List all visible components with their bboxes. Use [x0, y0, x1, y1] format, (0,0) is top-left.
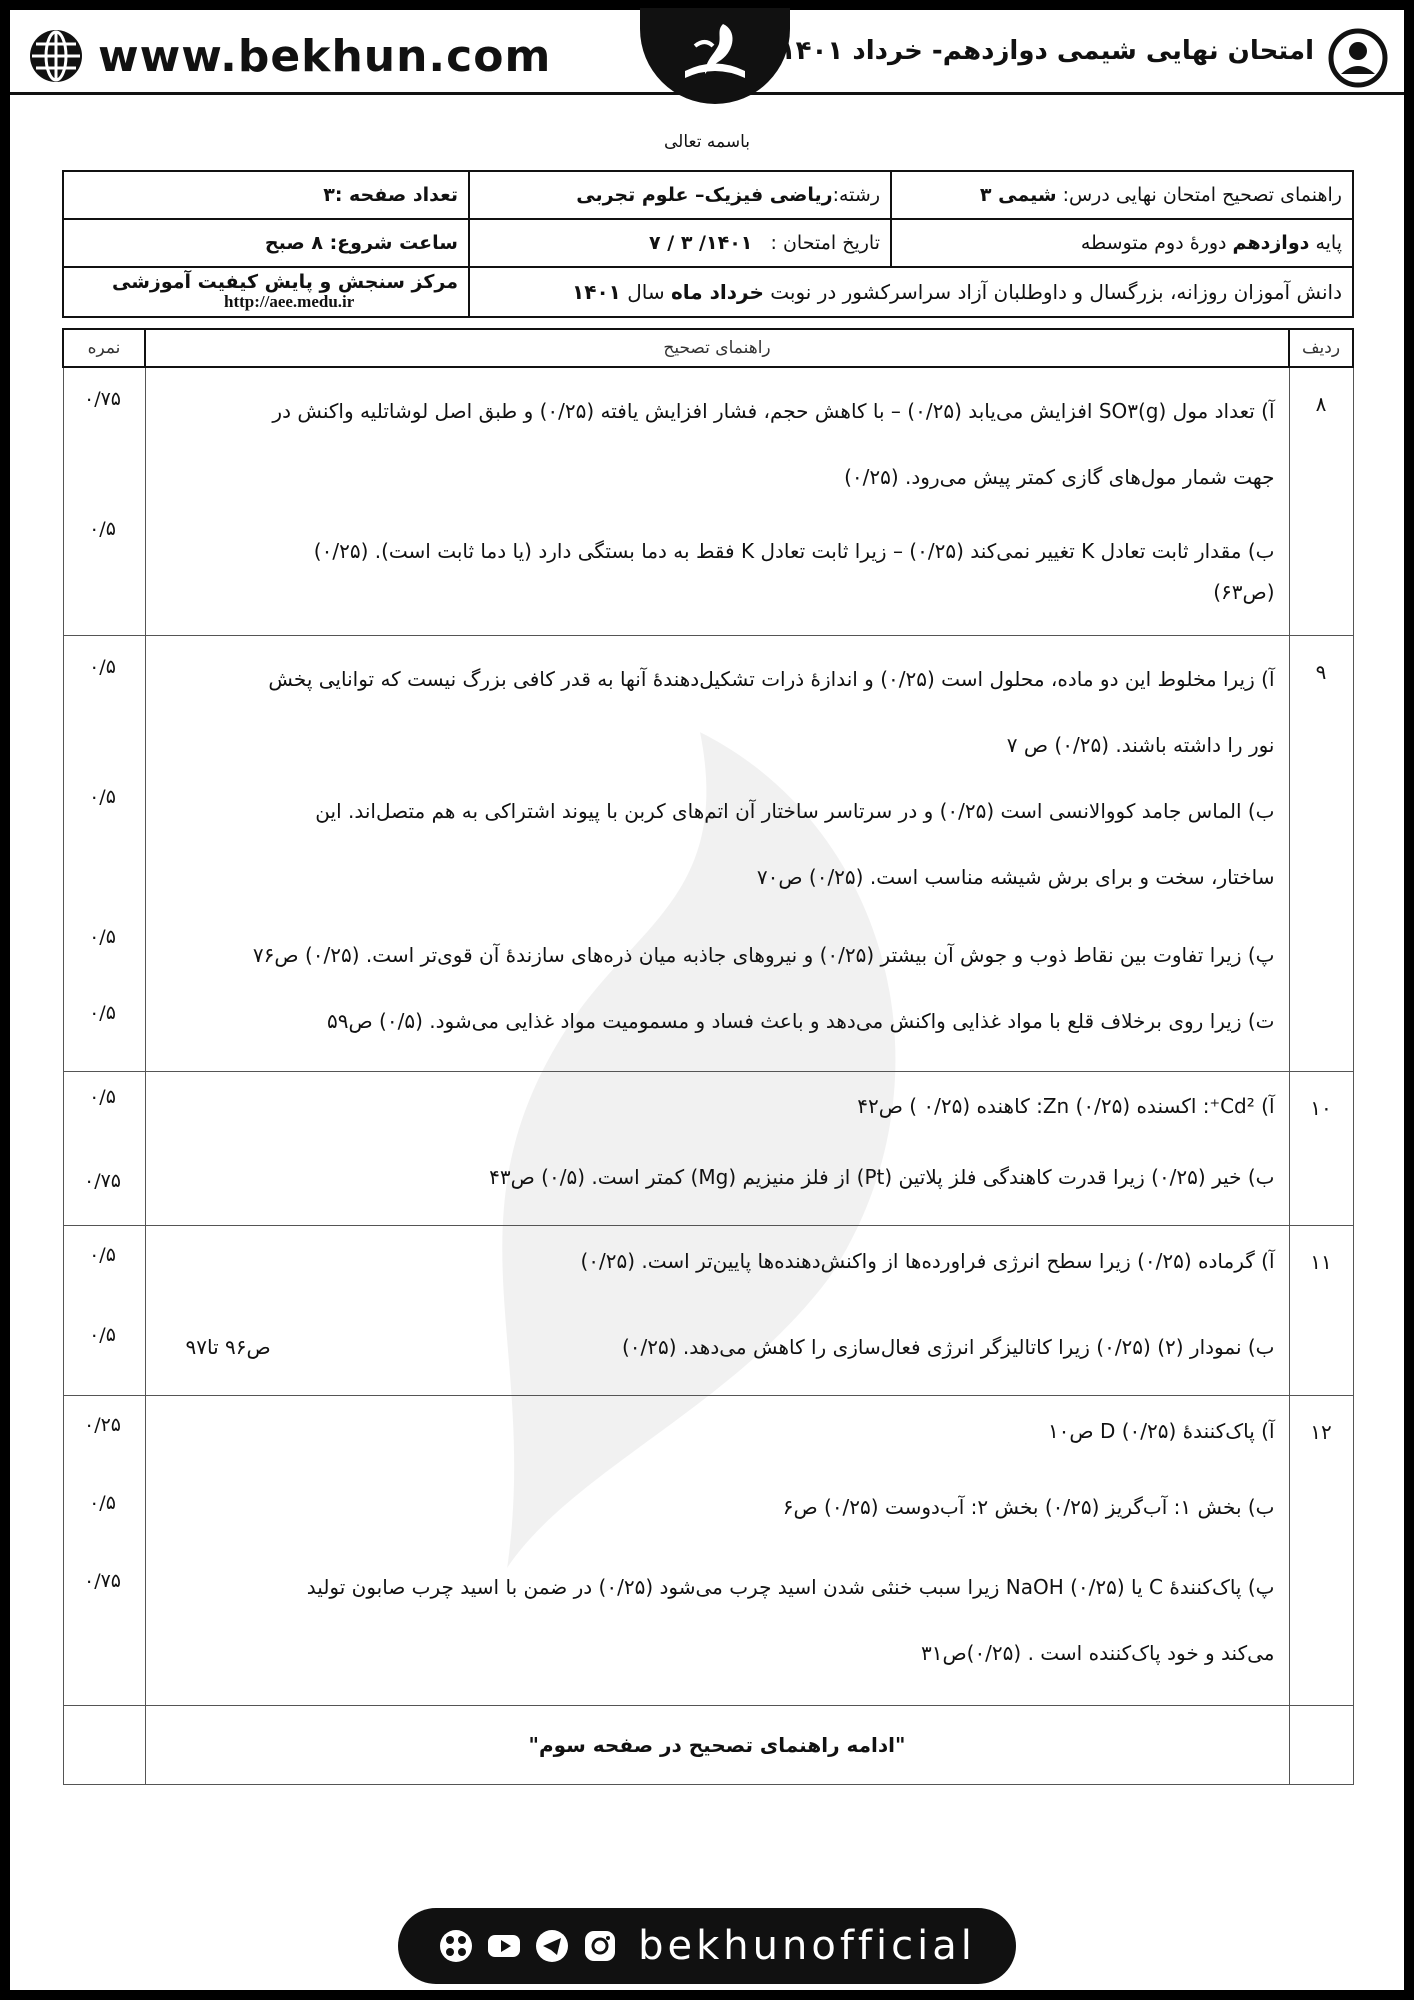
answer-table-header [63, 329, 1353, 367]
page-ref: ص۹۶ تا۹۷ [185, 1334, 271, 1359]
answer-line: آ) تعداد مول SO۳(g) افزایش می‌یابد (۰/۲۵) – با کاهش حجم، فشار افزایش یافته (۰/۲۵) و طبق اصل لوشاتلیه واکنش در [272, 399, 1275, 423]
basmala: باسمه تعالی [664, 132, 750, 152]
score-value: ۰/۲۵ [83, 1413, 122, 1436]
continue-note: "ادامه راهنمای تصحیح در صفحه سوم" [145, 1705, 1289, 1784]
center-name: مرکز سنجش و پایش کیفیت آموزشی [112, 271, 458, 293]
subject-cell [891, 171, 1353, 219]
social-bar[interactable] [398, 1908, 1016, 1984]
instagram-icon[interactable] [582, 1928, 618, 1964]
pages-cell: تعداد صفحه :۳ [63, 171, 469, 219]
score-value: ۰/۵ [89, 1243, 116, 1266]
answer-ref: (ص۶۳) [1213, 580, 1275, 604]
row-col-header: ردیف [1289, 329, 1353, 367]
score-value: ۰/۷۵ [83, 1569, 122, 1592]
answer-line: ساختار، سخت و برای برش شیشه مناسب است. (۰/۲۵) ص۷۰ [756, 864, 1275, 889]
answer-text: ب) نمودار (۲) (۰/۲۵) زیرا کاتالیزگر انرژی فعال‌سازی را کاهش می‌دهد. (۰/۲۵) [621, 1334, 1275, 1359]
globe-icon [28, 28, 84, 84]
guide-col-header: راهنمای تصحیح [145, 329, 1289, 367]
answer-line [156, 1314, 1275, 1380]
question-number: ۸ [1289, 367, 1353, 635]
answer-line: آ) گرماده (۰/۲۵) زیرا سطح انرژی فراورده‌ها از واکنش‌دهنده‌ها پایین‌تر است. (۰/۲۵) [580, 1248, 1275, 1273]
exam-year: ۱۴۰۱ [572, 280, 621, 304]
score-value: ۰/۷۵ [83, 388, 122, 410]
telegram-icon[interactable] [534, 1928, 570, 1964]
answer-line: جهت شمار مول‌های گازی کمتر پیش می‌رود. (۰/۲۵) [844, 465, 1275, 489]
score-value: ۰/۵ [89, 1323, 116, 1346]
score-cell [63, 367, 145, 635]
center-url[interactable]: http://aee.medu.ir [224, 292, 355, 311]
answer-line: ب) بخش ۱: آب‌گریز (۰/۲۵) بخش ۲: آب‌دوست (۰/۲۵) ص۶ [782, 1494, 1275, 1519]
question-number: ۱۱ [1289, 1225, 1353, 1395]
field-prefix: رشته: [832, 184, 880, 206]
question-number: ۱۰ [1289, 1071, 1353, 1225]
answer-line: ب) مقدار ثابت تعادل K تغییر نمی‌کند (۰/۲۵) – زیرا ثابت تعادل K فقط به دما بستگی دارد (یا دما ثابت است). (۰/۲۵) [313, 539, 1275, 563]
guide-prefix: راهنمای تصحیح امتحان نهایی درس: [1062, 184, 1342, 206]
date-label: تاریخ امتحان : [770, 232, 880, 254]
exam-title: امتحان نهایی شیمی دوازدهم- خرداد ۱۴۰۱ [779, 36, 1314, 66]
start-cell: ساعت شروع: ۸ صبح [63, 219, 469, 267]
field-cell [469, 171, 891, 219]
question-row-10 [63, 1071, 1353, 1225]
score-value: ۰/۵ [89, 925, 116, 948]
subject: شیمی ۳ [979, 184, 1057, 206]
score-cell [63, 1225, 145, 1395]
question-row-11 [63, 1225, 1353, 1395]
grade-suffix: دورهٔ دوم متوسطه [1080, 232, 1227, 254]
score-cell [63, 635, 145, 1071]
score-cell [63, 1395, 145, 1705]
score-value: ۰/۵ [89, 655, 116, 678]
score-cell [63, 1071, 145, 1225]
question-number: ۱۲ [1289, 1395, 1353, 1705]
score-col-header: نمره [63, 329, 145, 367]
youtube-icon[interactable] [486, 1928, 522, 1964]
empty-cell [1289, 1705, 1353, 1784]
question-answer [145, 1071, 1289, 1225]
empty-cell [63, 1705, 145, 1784]
answer-line: نور را داشته باشند. (۰/۲۵) ص ۷ [1006, 732, 1275, 757]
score-value: ۰/۵ [89, 1001, 116, 1024]
students-text: دانش آموزان روزانه، بزرگسال و داوطلبان آزاد سراسرکشور در نوبت [770, 280, 1342, 304]
answer-line: می‌کند و خود پاک‌کننده است . (۰/۲۵)ص۳۱ [920, 1640, 1275, 1665]
site-url[interactable]: www.bekhun.com [98, 30, 552, 82]
question-row-9 [63, 635, 1353, 1071]
bekhun-logo [640, 8, 790, 104]
question-answer [145, 367, 1289, 635]
field: ریاضی فیزیک– علوم تجربی [576, 184, 833, 206]
site-header [10, 10, 1404, 95]
question-number: ۹ [1289, 635, 1353, 1071]
grade: دوازدهم [1232, 232, 1310, 254]
question-answer [145, 1225, 1289, 1395]
students-cell [469, 267, 1353, 317]
score-value: ۰/۵ [89, 1085, 116, 1108]
answer-line: پ) پاک‌کنندهٔ C یا NaOH (۰/۲۵) زیرا سبب خنثی شدن اسید چرب می‌شود (۰/۲۵) در ضمن با اسید چرب صابون تولید [306, 1574, 1275, 1599]
answer-line: آ) پاک‌کنندهٔ D (۰/۲۵) ص۱۰ [1047, 1418, 1275, 1443]
answer-line: آ) زیرا مخلوط این دو ماده، محلول است (۰/۲۵) و اندازهٔ ذرات تشکیل‌دهندهٔ آنها به قدر کافی بزرگ نیست که توانایی پخش [268, 666, 1275, 691]
site-branding[interactable] [28, 28, 551, 84]
aparat-icon[interactable] [438, 1928, 474, 1964]
question-row-8 [63, 367, 1353, 635]
answer-line: ت) زیرا روی برخلاف قلع با مواد غذایی واکنش می‌دهد و باعث فساد و مسمومیت مواد غذایی می‌شود. (۰/۵) ص۵۹ [327, 1008, 1275, 1033]
grade-cell [891, 219, 1353, 267]
book-pen-icon [675, 16, 755, 96]
date-cell [469, 219, 891, 267]
answer-table [62, 328, 1354, 1785]
answer-line: آ) Cd²⁺: اکسنده (۰/۲۵) Zn: کاهنده (۰/۲۵ ) ص۴۲ [857, 1093, 1275, 1118]
user-icon[interactable] [1328, 28, 1388, 88]
question-row-12 [63, 1395, 1353, 1705]
exam-month: خرداد ماه [670, 280, 764, 304]
score-value: ۰/۵ [89, 518, 116, 540]
answer-line: پ) زیرا تفاوت بین نقاط ذوب و جوش آن بیشتر (۰/۲۵) و نیروهای جاذبه میان ذره‌های سازندهٔ آن قوی‌تر است. (۰/۲۵) ص۷۶ [252, 942, 1275, 967]
score-value: ۰/۷۵ [83, 1169, 122, 1192]
question-answer [145, 635, 1289, 1071]
social-handle[interactable]: bekhunofficial [638, 1923, 976, 1969]
continue-row [63, 1705, 1353, 1784]
exam-info-table [62, 170, 1354, 318]
center-cell [63, 267, 469, 317]
score-value: ۰/۵ [89, 785, 116, 808]
score-value: ۰/۵ [89, 1491, 116, 1514]
year-prefix: سال [627, 280, 665, 304]
grade-prefix: پایه [1315, 232, 1342, 254]
answer-line: ب) الماس جامد کووالانسی است (۰/۲۵) و در سرتاسر ساختار آن اتم‌های کربن با پیوند اشتراکی به هم متصل‌اند. این [315, 798, 1275, 823]
question-answer [145, 1395, 1289, 1705]
answer-line: ب) خیر (۰/۲۵) زیرا قدرت کاهندگی فلز پلاتین (Pt) از فلز منیزیم (Mg) کمتر است. (۰/۵) ص۴۳ [489, 1164, 1275, 1189]
exam-date: ۱۴۰۱/ ۳ / ۷ [649, 232, 753, 254]
